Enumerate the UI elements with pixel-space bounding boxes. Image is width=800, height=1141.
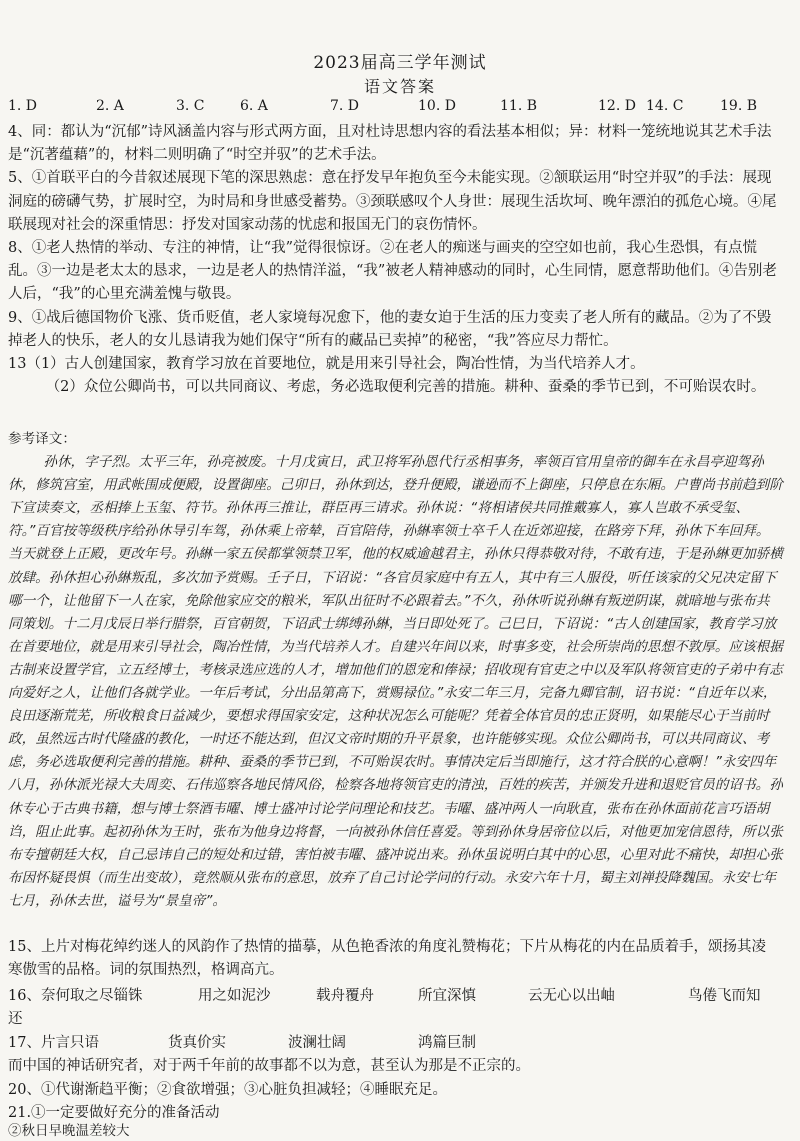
answer-q21-1: 21.①一定要做好充分的准备活动 [8, 1105, 220, 1121]
reference-translation [8, 428, 783, 913]
page-subtitle: 语文答案 [363, 77, 436, 96]
answer-q5: 5、①首联平白的今昔叙述展现下笔的深思熟虑：意在抒发早年抱负至今未能实现。②颔联运用“时空并驭”的手法：展现洞庭的磅礴气势，扩展时空，为时局和身世感受蓄势。③颈联感叹个人身世：展现生活坎坷、晚年漂泊的孤危心境。④尾联展现对社会的深重情思：抒发对国家动荡的忧虑和报国无门的哀伤情怀。 [8, 170, 777, 233]
mcq-answer: 12. D [598, 98, 636, 114]
q16-item: 载舟覆舟 [316, 988, 374, 1004]
q17-item: 17、片言只语 [8, 1035, 99, 1051]
mcq-answer: 3. C [176, 98, 205, 114]
mcq-answer: 14. C [646, 98, 684, 114]
answer-q20: 20、①代谢渐趋平衡；②食欲增强；③心脏负担减轻；④睡眠充足。 [8, 1082, 447, 1098]
q16-item: 鸟倦飞而知 [688, 988, 761, 1004]
mcq-answer: 19. B [720, 98, 758, 114]
answer-q13-1: 13（1）古人创建国家，教育学习放在首要地位，就是用来引导社会，陶冶性情，为当代培养人才。 [8, 356, 645, 373]
mcq-answers [8, 98, 788, 120]
reference-heading: 参考译文： [8, 431, 76, 447]
answer-q16 [8, 984, 788, 1008]
mcq-answer: 7. D [330, 98, 360, 114]
q16-item: 云无心以出岫 [528, 988, 615, 1004]
q17-item: 鸿篇巨制 [418, 1035, 476, 1051]
answer-q9: 9、①战后德国物价飞涨、货币贬值，老人家境每况愈下，他的妻女迫于生活的压力变卖了老人所有的藏品。②为了不毁掉老人的快乐，老人的女儿恳请我为她们保守“所有的藏品已卖掉”的秘密，“我”答应尽力帮忙。 [8, 309, 772, 349]
answer-q15: 15、上片对梅花绰约迷人的风韵作了热情的描摹，从色艳香浓的角度礼赞梅花；下片从梅花的内在品质着手，颂扬其凌寒傲雪的品格。词的氛围热烈，格调高亢。 [8, 939, 766, 979]
subjective-answers [8, 121, 778, 399]
mcq-answer: 6. A [240, 98, 268, 114]
q17-item: 货真价实 [168, 1035, 226, 1051]
answer-q17-line2: 而中国的神话研究者，对于两千年前的故事都不以为意，甚至认为那是不正宗的。 [8, 1058, 530, 1074]
page-title: 2023届高三学年测试 [313, 53, 487, 73]
mcq-answer: 10. D [418, 98, 456, 114]
answer-q8: 8、①老人热情的举动、专注的神情，让“我”觉得很惊讶。②在老人的痴迷与画夹的空空如也前，我心生恐惧，有点慌乱。③一边是老太太的恳求，一边是老人的热情洋溢，“我”被老人精神感动的同时，心生同情，愿意帮助他们。④告别老人后，“我”的心里充满羞愧与敬畏。 [8, 240, 777, 303]
q16-item: 所宜深慎 [418, 988, 476, 1004]
q16-item: 用之如泥沙 [198, 988, 271, 1004]
mcq-answer: 11. B [500, 98, 538, 114]
answer-q21-2: ②秋日早晚温差较大 [8, 1123, 130, 1139]
q17-item: 波澜壮阔 [288, 1035, 346, 1051]
answer-q16-cont: 还 [8, 1011, 23, 1027]
answer-q17 [8, 1031, 788, 1055]
answer-q4: 4、同：都认为“沉郁”诗风涵盖内容与形式两方面，且对杜诗思想内容的看法基本相似；异：材料一笼统地说其艺术手法是“沉著蕴藉”的，材料二则明确了“时空并驭”的艺术手法。 [8, 124, 772, 164]
reference-paragraph: 孙休，字子烈。太平三年，孙亮被废。十月戊寅日，武卫将军孙恩代行丞相事务，率领百官用皇帝的御车在永昌亭迎驾孙休，修筑宫室，用武帐围成便殿，设置御座。己卯日，孙休到达，登升便殿，谦逊而不上御座，只停息在东厢。户曹尚书前趋到阶下宣读奏文，丞相捧上玉玺、符节。孙休再三推让，群臣再三请求。孙休说：“将相诸侯共同推戴寡人，寡人岂敢不承受玺、符。”百官按等级秩序给孙休导引车驾，孙休乘上帝辇，百官陪侍，孙綝率领士卒千人在近郊迎接，在路旁下拜，孙休下车回拜。当天就登上正殿，更改年号。孙綝一家五侯都掌领禁卫军，他的权威逾越君主，孙休只得恭敬对待，不敢有违，于是孙綝更加骄横放肆。孙休担心孙綝叛乱，多次加予赏赐。壬子日，下诏说：“各官员家庭中有五人，其中有三人服役，听任该家的父兄决定留下哪一个，让他留下一人在家，免除他家应交的粮米，军队出征时不必跟着去。”不久，孙休听说孙綝有叛逆阴谋，就暗地与张布共同策划。十二月戊辰日举行腊祭，百官朝贺，下诏武士绑缚孙綝，当日即处死了。己巳日，下诏说：“古人创建国家，教育学习放在首要地位，就是用来引导社会，陶冶性情，为当代培养人才。自建兴年间以来，时事多变，社会所崇尚的思想不敦厚。应该根据古制来设置学官，立五经博士，考核录选应选的人才，增加他们的恩宠和俸禄；招收现有官吏之中以及军队将领官吏的子弟中有志向爱好之人，让他们各就学业。一年后考试，分出品第高下，赏赐禄位。”永安二年三月，完备九卿官制，诏书说：“自近年以来，良田逐渐荒芜，所收粮食日益减少，要想求得国家安定，这种状况怎么可能呢？凭着全体官员的忠正贤明，如果能尽心于当前时政，虽然远古时代隆盛的教化，一时还不能达到，但汉文帝时期的升平景象，也许能够实现。众位公卿尚书，可以共同商议、考虑，务必选取便利完善的措施。耕种、蚕桑的季节已到，不可贻误农时。事情决定后当即施行，这才符合朕的心意啊！”永安四年八月，孙休派光禄大夫周奕、石伟巡察各地民情风俗，检察各地将领官吏的清浊，百姓的疾苦，并颁发升进和退贬官员的诏书。孙休专心于古典书籍，想与博士祭酒韦曜、博士盛冲讨论学问理论和技艺。韦曜、盛冲两人一向耿直，张布在孙休面前花言巧语胡诌，阻止此事。起初孙休为王时，张布为他身边将督，一向被孙休信任喜爱。等到孙休身居帝位以后，对他更加宠信恩待，所以张布专擅朝廷大权，自己忌讳自己的短处和过错，害怕被韦曜、盛冲说出来。孙休虽说明白其中的心思，心里对此不痛快，却担心张布因怀疑畏惧（而生出变故），竟然顺从张布的意思，放弃了自己讨论学问的行动。永安六年十月，蜀主刘禅投降魏国。永安七年七月，孙休去世，谥号为“景皇帝”。 [8, 454, 783, 909]
mcq-answer: 2. A [96, 98, 124, 114]
q16-item: 16、奈何取之尽锱铢 [8, 988, 143, 1004]
answer-q13-2: （2）众位公卿尚书，可以共同商议、考虑，务必选取便利完善的措施。耕种、蚕桑的季节已到，不可贻误农时。 [45, 379, 766, 396]
mcq-answer: 1. D [8, 98, 38, 114]
